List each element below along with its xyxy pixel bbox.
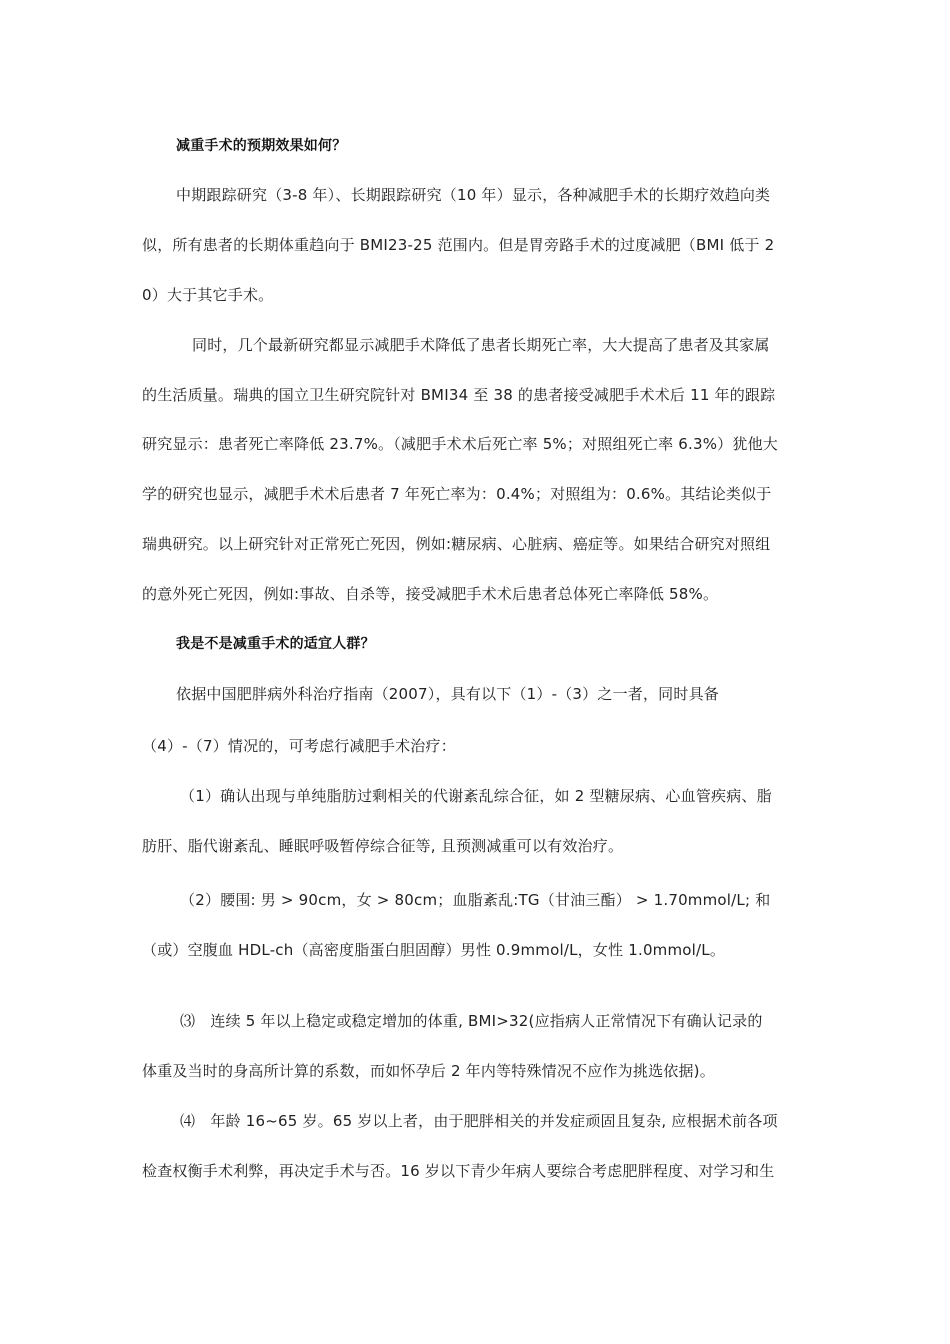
list-item-line: （或）空腹血 HDL-ch（高密度脂蛋白胆固醇）男性 0.9mmol/L，女性 1.0mmol/L。 (142, 941, 726, 959)
list-item-line: 体重及当时的身高所计算的系数，而如怀孕后 2 年内等特殊情况不应作为挑选依据)。 (142, 1062, 715, 1080)
paragraph-line: 同时，几个最新研究都显示减肥手术降低了患者长期死亡率，大大提高了患者及其家属 (192, 336, 770, 354)
list-item-line: （1）确认出现与单纯脂肪过剩相关的代谢紊乱综合征，如 2 型糖尿病、心血管疾病、脂 (180, 787, 772, 805)
list-item-line: 检查权衡手术利弊，再决定手术与否。16 岁以下青少年病人要综合考虑肥胖程度、对学习和生 (142, 1162, 775, 1180)
paragraph-line: 瑞典研究。以上研究针对正常死亡死因，例如:糖尿病、心脏病、癌症等。如果结合研究对照组 (142, 535, 771, 553)
paragraph-line: 似，所有患者的长期体重趋向于 BMI23-25 范围内。但是胃旁路手术的过度减肥（BMI 低于 2 (142, 236, 775, 254)
list-item-line: 肪肝、脂代谢紊乱、睡眠呼吸暂停综合征等, 且预测减重可以有效治疗。 (142, 837, 624, 855)
section-heading-suitable-candidates: 我是不是减重手术的适宜人群？ (176, 636, 375, 652)
list-item-line: ⑶ 连续 5 年以上稳定或稳定增加的体重, BMI>32(应指病人正常情况下有确认记录的 (180, 1012, 763, 1030)
paragraph-line: 依据中国肥胖病外科治疗指南（2007），具有以下（1）-（3）之一者，同时具备 (176, 685, 719, 703)
paragraph-line: 0）大于其它手术。 (142, 286, 274, 304)
paragraph-line: 中期跟踪研究（3-8 年）、长期跟踪研究（10 年）显示，各种减肥手术的长期疗效趋向类 (176, 186, 771, 204)
paragraph-line: 的生活质量。瑞典的国立卫生研究院针对 BMI34 至 38 的患者接受减肥手术术后 11 年的跟踪 (142, 386, 776, 404)
paragraph-line: 学的研究也显示，减肥手术术后患者 7 年死亡率为：0.4%；对照组为：0.6%。其结论类似于 (142, 485, 772, 503)
section-heading-expected-effect: 减重手术的预期效果如何？ (176, 138, 347, 154)
list-item-line: ⑷ 年龄 16~65 岁。65 岁以上者，由于肥胖相关的并发症顽固且复杂, 应根据术前各项 (180, 1112, 778, 1130)
paragraph-line: 研究显示：患者死亡率降低 23.7%。（减肥手术术后死亡率 5%；对照组死亡率 6.3%）犹他大 (142, 435, 778, 453)
list-item-line: （2）腰围: 男 > 90cm，女 > 80cm；血脂紊乱:TG（甘油三酯） > 1.70mmol/L; 和 (180, 891, 771, 909)
paragraph-line: 的意外死亡死因，例如:事故、自杀等，接受减肥手术术后患者总体死亡率降低 58%。 (142, 585, 719, 603)
paragraph-line: （4）-（7）情况的，可考虑行减肥手术治疗： (142, 737, 456, 755)
